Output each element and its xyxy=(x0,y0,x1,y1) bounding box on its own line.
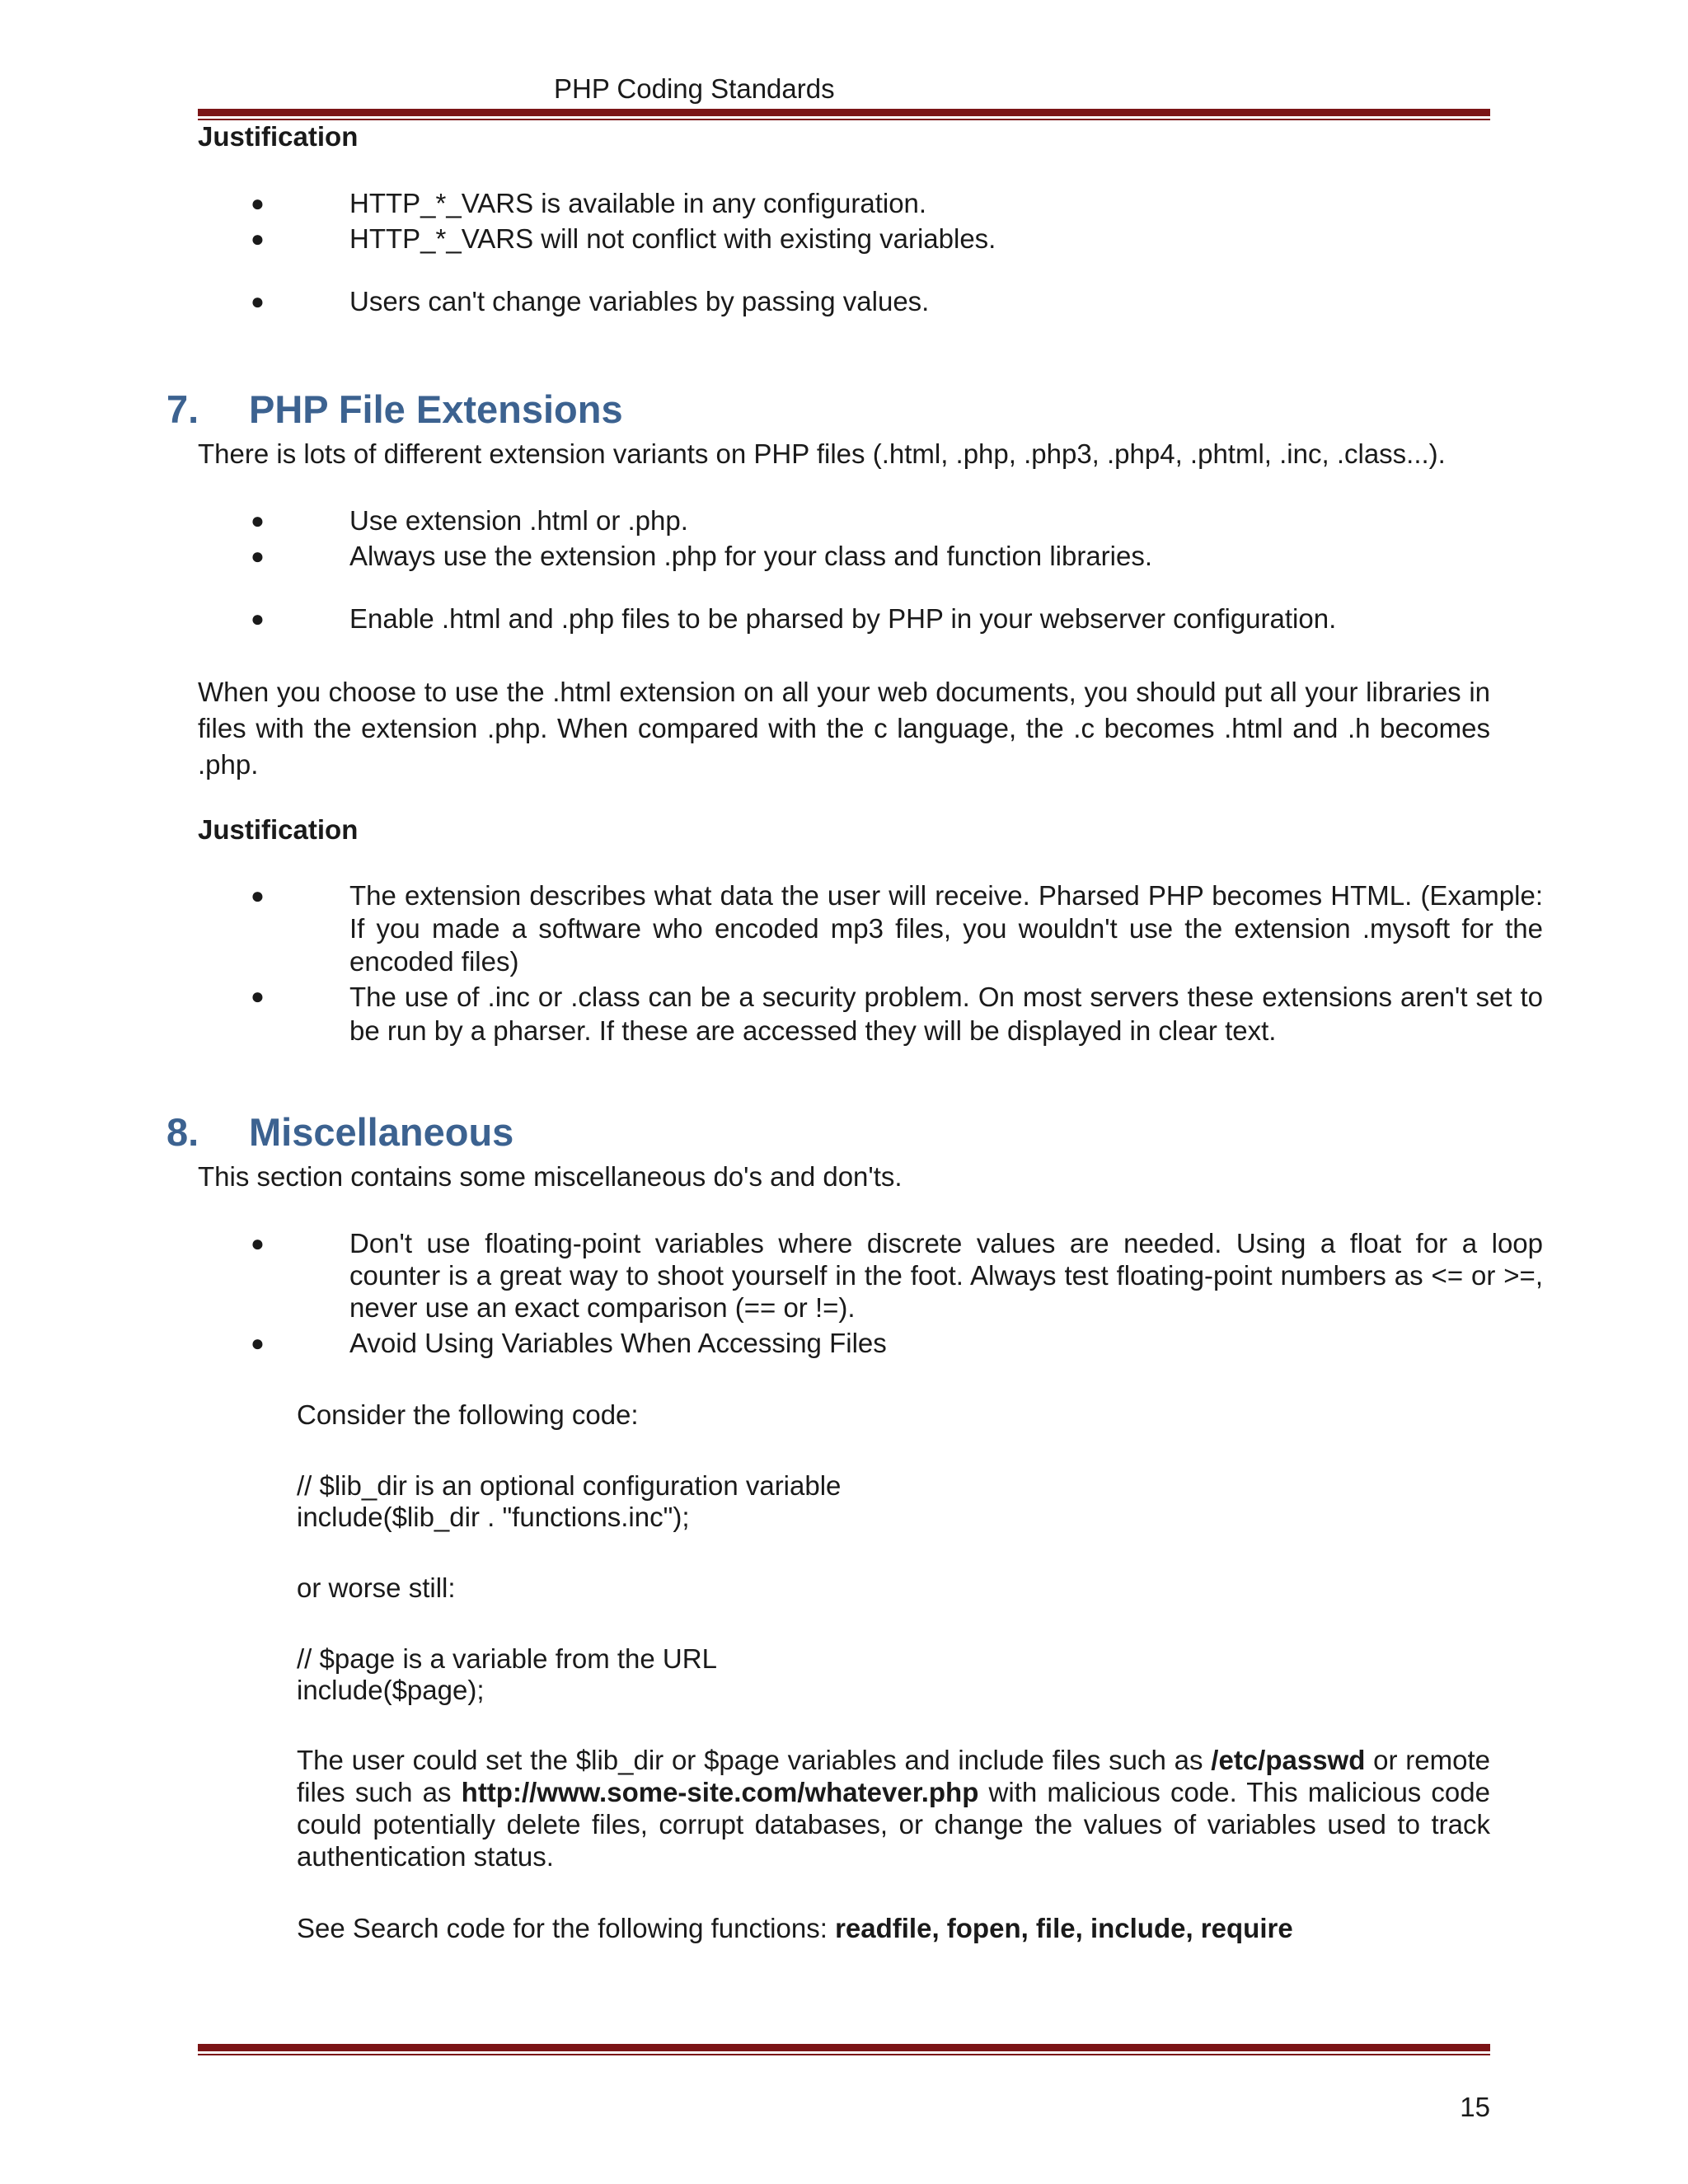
section-title: Miscellaneous xyxy=(249,1110,514,1154)
url-text: http://www.some-site.com/whatever.php xyxy=(461,1777,979,1807)
section-heading xyxy=(166,1110,513,1155)
code-comment: // $lib_dir is an optional configuration variable xyxy=(297,1470,842,1501)
body-paragraph: When you choose to use the .html extension on all your web documents, you should put all your libraries in files with the extension .php. When compared with the c language, the .c becomes .html and .h becomes .php. xyxy=(198,677,1490,780)
list-item-text: HTTP_*_VARS is available in any configuration. xyxy=(349,188,927,218)
bullet-icon: ● xyxy=(251,288,265,314)
list-item-text: Enable .html and .php files to be pharsed by PHP in your webserver configuration. xyxy=(349,603,1337,634)
bullet-icon: ● xyxy=(251,1330,265,1356)
bullet-icon: ● xyxy=(251,508,265,533)
search-note xyxy=(297,1912,1490,1945)
list-item-text: Don't use floating-point variables where discrete values are needed. Using a float for a loop counter is a great way to shoot yourself in the foot. Always test floating-point numbers as <= or >=, never use an exact comparison (== or !=). xyxy=(349,1228,1543,1323)
section-number: 7. xyxy=(166,387,199,431)
header-rule-thick xyxy=(198,109,1490,116)
list-item-text: Avoid Using Variables When Accessing Files xyxy=(349,1328,887,1358)
code-intro-text: or worse still: xyxy=(297,1572,456,1603)
section-intro: There is lots of different extension variants on PHP files (.html, .php, .php3, .php4, .phtml, .inc, .class...). xyxy=(198,438,1446,469)
list-item-text: HTTP_*_VARS will not conflict with existing variables. xyxy=(349,223,996,254)
footer-rule-thick xyxy=(198,2044,1490,2051)
list-item-text: The extension describes what data the user will receive. Pharsed PHP becomes HTML. (Example: If you made a software who encoded mp3 files, you wouldn't use the extension .mysoft for the encoded files) xyxy=(349,880,1543,977)
bullet-icon: ● xyxy=(251,190,265,216)
paragraph-text: with malicious code. This malicious code could potentially delete files, corrupt databases, or change the values of variables used to track authentication status. xyxy=(297,1777,1490,1872)
footer-rule-thin xyxy=(198,2054,1490,2055)
section-intro: This section contains some miscellaneous do's and don'ts. xyxy=(198,1161,903,1192)
header-rule-thin xyxy=(198,119,1490,120)
list-item-text: Use extension .html or .php. xyxy=(349,505,688,536)
document-title: PHP Coding Standards xyxy=(554,73,835,104)
function-list: readfile, fopen, file, include, require xyxy=(835,1913,1293,1943)
bullet-icon: ● xyxy=(251,606,265,631)
file-path: /etc/passwd xyxy=(1211,1745,1366,1775)
body-paragraph xyxy=(297,1744,1490,1872)
list-item-text: The use of .inc or .class can be a security problem. On most servers these extensions aren't set to be run by a pharser. If these are accessed they will be displayed in clear text. xyxy=(349,982,1543,1046)
justification-heading: Justification xyxy=(198,814,359,845)
paragraph-text: or remote files such as xyxy=(297,1745,1490,1807)
bullet-icon: ● xyxy=(251,983,265,1009)
section-title: PHP File Extensions xyxy=(249,387,623,431)
page-number: 15 xyxy=(1460,2092,1490,2122)
code-intro-text: Consider the following code: xyxy=(297,1399,639,1430)
code-line: include($lib_dir . "functions.inc"); xyxy=(297,1502,690,1532)
list-item-text: Users can't change variables by passing values. xyxy=(349,286,930,316)
bullet-icon: ● xyxy=(251,883,265,908)
bullet-icon: ● xyxy=(251,543,265,569)
justification-heading: Justification xyxy=(198,121,359,152)
paragraph-text: See Search code for the following functions: xyxy=(297,1913,836,1943)
list-item-text: Always use the extension .php for your class and function libraries. xyxy=(349,541,1153,571)
section-heading xyxy=(166,387,623,432)
code-line: include($page); xyxy=(297,1675,485,1705)
paragraph-text: The user could set the $lib_dir or $page variables and include files such as xyxy=(297,1745,1212,1775)
bullet-icon: ● xyxy=(251,1230,265,1256)
bullet-icon: ● xyxy=(251,226,265,251)
section-number: 8. xyxy=(166,1110,199,1154)
code-comment: // $page is a variable from the URL xyxy=(297,1643,717,1674)
